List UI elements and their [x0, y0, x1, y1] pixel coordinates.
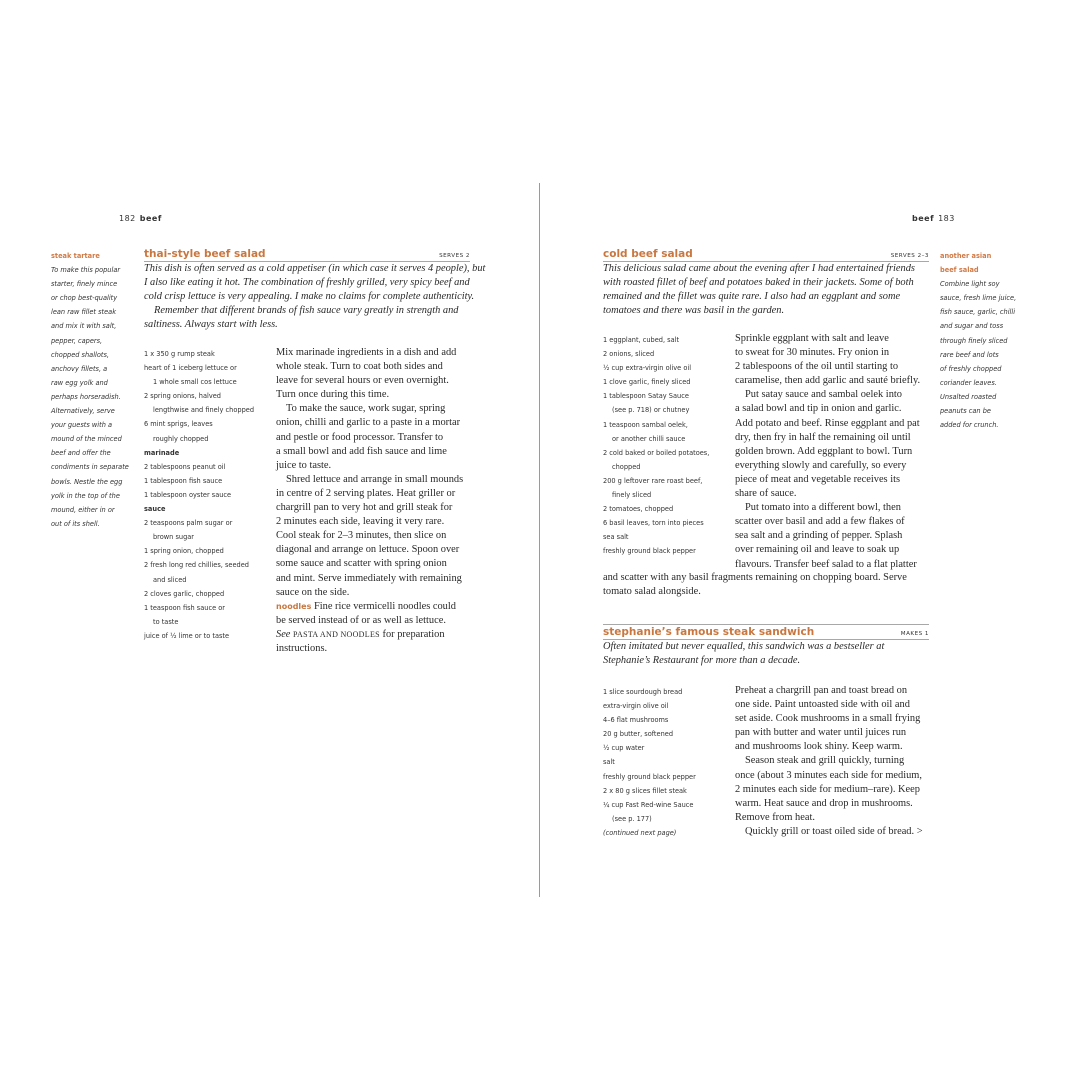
sidebar-text: through finely sliced	[940, 336, 1008, 345]
sidebar-text: starter, finely mince	[51, 280, 118, 289]
sidebar-title: steak tartare	[51, 252, 100, 260]
ingredient-item: salt	[603, 758, 615, 767]
intro-line: saltiness. Always start with less.	[144, 319, 278, 331]
method-line: Sprinkle eggplant with salt and leave	[735, 333, 889, 344]
noodles-reference	[276, 628, 463, 642]
sidebar-text: Alternatively, serve	[51, 407, 115, 416]
method-line: leave for several hours or even overnight.	[276, 375, 449, 387]
method-text-full-width	[603, 571, 907, 599]
ingredient-list	[603, 685, 696, 840]
method-line: whole steak. Turn to coat both sides and	[276, 361, 443, 373]
method-line: Put tomato into a different bowl, then	[745, 502, 901, 514]
ingredient-item: freshly ground black pepper	[603, 772, 696, 781]
ingredient-item: ¼ cup Fast Red-wine Sauce	[603, 800, 694, 809]
method-line: Add potato and beef. Rinse eggplant and pat	[735, 417, 920, 429]
ingredient-item: 1 tablespoon oyster sauce	[144, 490, 232, 499]
ingredient-item: 1 teaspoon fish sauce or	[144, 603, 225, 612]
recipe-intro	[144, 262, 485, 332]
ingredient-item: and sliced	[153, 575, 187, 584]
serves-label: SERVES 2–3	[890, 253, 929, 259]
method-line: once (about 3 minutes each side for medium,	[735, 769, 922, 781]
method-line: Preheat a chargrill pan and toast bread on	[735, 685, 908, 696]
intro-line: I also like eating it hot. The combination of freshly grilled, very spicy beef and	[144, 277, 470, 289]
method-line: 2 minutes each side for medium–rare). Keep	[735, 783, 920, 795]
sidebar-title: beef salad	[940, 266, 979, 275]
sidebar-text: To make this popular	[51, 266, 121, 275]
method-line: set aside. Cook mushrooms in a small frying	[735, 713, 921, 725]
method-line: caramelise, then add garlic and sauté briefly.	[735, 375, 921, 387]
noodles-text: be served instead of or as well as lettuce.	[276, 614, 446, 626]
ingredient-item: 1 slice sourdough bread	[603, 688, 683, 696]
noodles-note	[276, 600, 463, 614]
sidebar-text: chopped shallots,	[51, 350, 110, 359]
method-line: over remaining oil and leave to soak up	[735, 544, 900, 556]
noodles-text: instructions.	[276, 642, 328, 654]
intro-line: Stephanie’s Restaurant for more than a decade.	[603, 655, 801, 667]
recipe-title: thai-style beef salad	[144, 248, 266, 260]
ingredient-item: 2 spring onions, halved	[144, 392, 221, 401]
method-line: Put satay sauce and sambal oelek into	[745, 389, 902, 401]
ingredient-item: or another chilli sauce	[612, 434, 686, 443]
ingredient-item: 2 onions, sliced	[603, 350, 655, 359]
ingredient-item: 6 basil leaves, torn into pieces	[603, 519, 704, 528]
ingredient-item: extra-virgin olive oil	[603, 702, 669, 711]
method-line: juice to taste.	[276, 459, 332, 471]
sidebar-text: sauce, fresh lime juice,	[940, 294, 1017, 303]
page-number: 183	[938, 214, 955, 223]
intro-line: tomatoes and there was basil in the garden.	[603, 305, 785, 317]
sidebar-text: lean raw fillet steak	[51, 308, 117, 317]
sidebar-text: mound, either in or	[51, 505, 115, 514]
book-spine	[539, 183, 540, 897]
ingredient-item: 200 g leftover rare roast beef,	[603, 476, 703, 485]
ingredient-item: 2 teaspoons palm sugar or	[144, 519, 233, 528]
sidebar-text: added for crunch.	[940, 421, 999, 430]
method-line: and pestle or food processor. Transfer to	[276, 431, 444, 443]
ingredient-item: 2 cloves garlic, chopped	[144, 589, 225, 598]
ingredient-item: 1 teaspoon sambal oelek,	[603, 420, 688, 429]
ingredient-item: finely sliced	[612, 491, 652, 500]
ingredient-item: (see p. 177)	[612, 814, 652, 823]
sidebar-another-asian-beef-salad	[940, 249, 1016, 432]
method-line: Turn once during this time.	[276, 389, 390, 401]
left-folio	[119, 214, 166, 223]
method-text	[735, 684, 923, 839]
recipe-title: cold beef salad	[603, 248, 693, 260]
sidebar-text: Unsalted roasted	[940, 392, 997, 401]
method-line: 2 tablespoons of the oil until starting to	[735, 361, 899, 373]
sidebar-text: pepper, capers,	[51, 336, 103, 345]
ingredient-list	[144, 347, 254, 643]
ingredient-item: to taste	[153, 617, 179, 626]
method-line: Season steak and grill quickly, turning	[745, 755, 905, 767]
method-line: warm. Heat sauce and drop in mushrooms.	[735, 797, 913, 809]
ingredient-item: roughly chopped	[153, 434, 209, 443]
sidebar-steak-tartare	[51, 249, 129, 531]
recipe-intro	[603, 262, 915, 318]
method-line: in centre of 2 serving plates. Heat griller or	[276, 487, 456, 499]
sidebar-text: or chop best-quality	[51, 294, 118, 303]
see-word: See	[276, 628, 291, 640]
ingredient-item: 20 g butter, softened	[603, 730, 674, 739]
section-name: beef	[912, 214, 935, 223]
recipe-intro	[603, 640, 884, 668]
intro-line: This dish is often served as a cold appetiser (in which case it serves 4 people), but	[144, 263, 486, 274]
sidebar-text: fish sauce, garlic, chilli	[940, 308, 1016, 317]
method-line: Shred lettuce and arrange in small mounds	[286, 473, 464, 485]
ingredient-item: heart of 1 iceberg lettuce or	[144, 364, 237, 373]
ingredient-item: 2 tablespoons peanut oil	[144, 462, 226, 471]
method-line: Remove from heat.	[735, 811, 815, 823]
right-folio	[908, 214, 955, 223]
ingredient-item: 2 cold baked or boiled potatoes,	[603, 448, 710, 457]
method-line: onion, chilli and garlic to a paste in a mortar	[276, 417, 461, 429]
method-line: To make the sauce, work sugar, spring	[286, 403, 446, 415]
sidebar-text: anchovy fillets, a	[51, 364, 108, 373]
method-line: piece of meat and vegetable receives its	[735, 473, 901, 485]
ingredient-item: ½ cup water	[603, 744, 645, 753]
method-line: 2 minutes each side, leaving it very rare.	[276, 516, 445, 528]
ingredient-item: 1 tablespoon Satay Sauce	[603, 392, 689, 401]
sidebar-text: mound of the minced	[51, 435, 122, 444]
method-line: sea salt and a grinding of pepper. Splash	[735, 530, 903, 542]
method-line: pan with butter and water until juices run	[735, 727, 907, 739]
method-line: one side. Paint untoasted side with oil and	[735, 699, 910, 711]
ingredient-item: (continued next page)	[603, 828, 677, 837]
ingredient-item: 1 tablespoon fish sauce	[144, 476, 223, 485]
ingredient-item: 2 fresh long red chillies, seeded	[144, 561, 249, 570]
ingredient-list	[603, 333, 709, 559]
ingredient-item: 1 clove garlic, finely sliced	[603, 378, 691, 387]
ingredient-item: 2 x 80 g slices fillet steak	[603, 786, 687, 795]
method-line: some sauce and scatter with spring onion	[276, 558, 447, 570]
ingredient-item: freshly ground black pepper	[603, 547, 696, 556]
sidebar-text: of freshly chopped	[940, 364, 1002, 373]
ingredient-item: 1 x 350 g rump steak	[144, 350, 215, 358]
ingredient-item: ½ cup extra-virgin olive oil	[603, 364, 692, 373]
sidebar-text: rare beef and lots	[940, 350, 999, 359]
ingredient-item: sea salt	[603, 533, 629, 542]
method-line: tomato salad alongside.	[603, 586, 701, 598]
ingredient-item: brown sugar	[153, 533, 195, 542]
sidebar-text: out of its shell.	[51, 519, 100, 528]
page-number: 182	[119, 214, 136, 223]
serves-label: SERVES 2	[439, 253, 470, 259]
sidebar-text: yolk in the top of the	[51, 491, 120, 500]
sidebar-text: peanuts can be	[940, 407, 991, 416]
recipe-title: stephanie’s famous steak sandwich	[603, 626, 815, 638]
sidebar-title: another asian	[940, 252, 992, 260]
sidebar-text: your guests with a	[51, 421, 113, 430]
method-line: diagonal and arrange on lettuce. Spoon over	[276, 544, 460, 556]
sidebar-text: perhaps horseradish.	[51, 392, 121, 401]
ingredient-item: 6 mint sprigs, leaves	[144, 420, 213, 429]
method-line: dry, then fry in half the remaining oil until	[735, 431, 911, 443]
makes-label: MAKES 1	[900, 631, 929, 637]
method-line: flavours. Transfer beef salad to a flat platter	[735, 558, 917, 570]
ingredient-item: 1 whole small cos lettuce	[153, 378, 237, 387]
intro-line: This delicious salad came about the evening after I had entertained friends	[603, 263, 915, 274]
ingredient-item: chopped	[612, 462, 641, 471]
noodles-text: for preparation	[382, 628, 445, 640]
sidebar-text: and sugar and toss	[940, 322, 1004, 331]
intro-line: with roasted fillet of beef and potatoes baked in their jackets. Some of both	[603, 277, 914, 289]
cross-reference: PASTA AND NOODLES	[293, 629, 380, 639]
ingredient-item: juice of ½ lime or to taste	[144, 631, 230, 640]
ingredient-item: 4–6 flat mushrooms	[603, 716, 669, 725]
ingredient-item: (see p. 718) or chutney	[612, 406, 690, 415]
section-name: beef	[139, 214, 162, 223]
method-text	[735, 332, 920, 572]
method-text	[276, 346, 463, 656]
intro-line: cold crisp lettuce is very appealing. I make no claims for complete authenticity.	[144, 291, 475, 303]
ingredient-item: 1 spring onion, chopped	[144, 547, 224, 556]
method-line: to sweat for 30 minutes. Fry onion in	[735, 347, 890, 359]
sidebar-text: and mix it with salt,	[51, 322, 117, 331]
method-line: chargrill pan to very hot and grill steak for	[276, 502, 453, 514]
sidebar-text: raw egg yolk and	[51, 378, 108, 387]
method-line: Cool steak for 2–3 minutes, then slice on	[276, 530, 447, 542]
ingredient-item: 1 eggplant, cubed, salt	[603, 336, 680, 344]
sidebar-text: Combine light soy	[940, 280, 1000, 289]
ingredient-group-heading: sauce	[144, 505, 166, 514]
ingredient-group-heading: marinade	[144, 448, 180, 457]
method-line: sauce on the side.	[276, 586, 350, 598]
method-line: a small bowl and add fish sauce and lime	[276, 445, 447, 457]
method-line: a salad bowl and tip in onion and garlic.	[735, 403, 902, 415]
title-rule	[603, 624, 929, 625]
sidebar-text: coriander leaves.	[940, 378, 997, 387]
method-line: and mint. Serve immediately with remaining	[276, 572, 462, 584]
ingredient-item: lengthwise and finely chopped	[153, 406, 255, 415]
method-line: and mushrooms look shiny. Keep warm.	[735, 741, 903, 753]
ingredient-item: 2 tomatoes, chopped	[603, 505, 674, 514]
method-line: golden brown. Add eggplant to bowl. Turn	[735, 445, 913, 457]
method-line: scatter over basil and add a few flakes of	[735, 516, 905, 528]
intro-line: remained and the fillet was quite rare. I also had an eggplant and some	[603, 291, 901, 303]
noodles-label: noodles	[276, 601, 312, 611]
method-line: and scatter with any basil fragments remaining on chopping board. Serve	[603, 572, 907, 583]
method-line: share of sauce.	[735, 488, 797, 500]
method-line: Mix marinade ingredients in a dish and add	[276, 347, 457, 358]
sidebar-text: bowls. Nestle the egg	[51, 477, 123, 486]
intro-line: Often imitated but never equalled, this sandwich was a bestseller at	[603, 641, 885, 652]
sidebar-text: condiments in separate	[51, 463, 129, 472]
sidebar-text: beef and offer the	[51, 449, 111, 458]
method-line: Quickly grill or toast oiled side of bread. >	[745, 825, 923, 837]
noodles-text: Fine rice vermicelli noodles could	[313, 600, 456, 612]
method-line: everything slowly and carefully, so every	[735, 459, 907, 471]
intro-line: Remember that different brands of fish sauce vary greatly in strength and	[154, 305, 459, 317]
